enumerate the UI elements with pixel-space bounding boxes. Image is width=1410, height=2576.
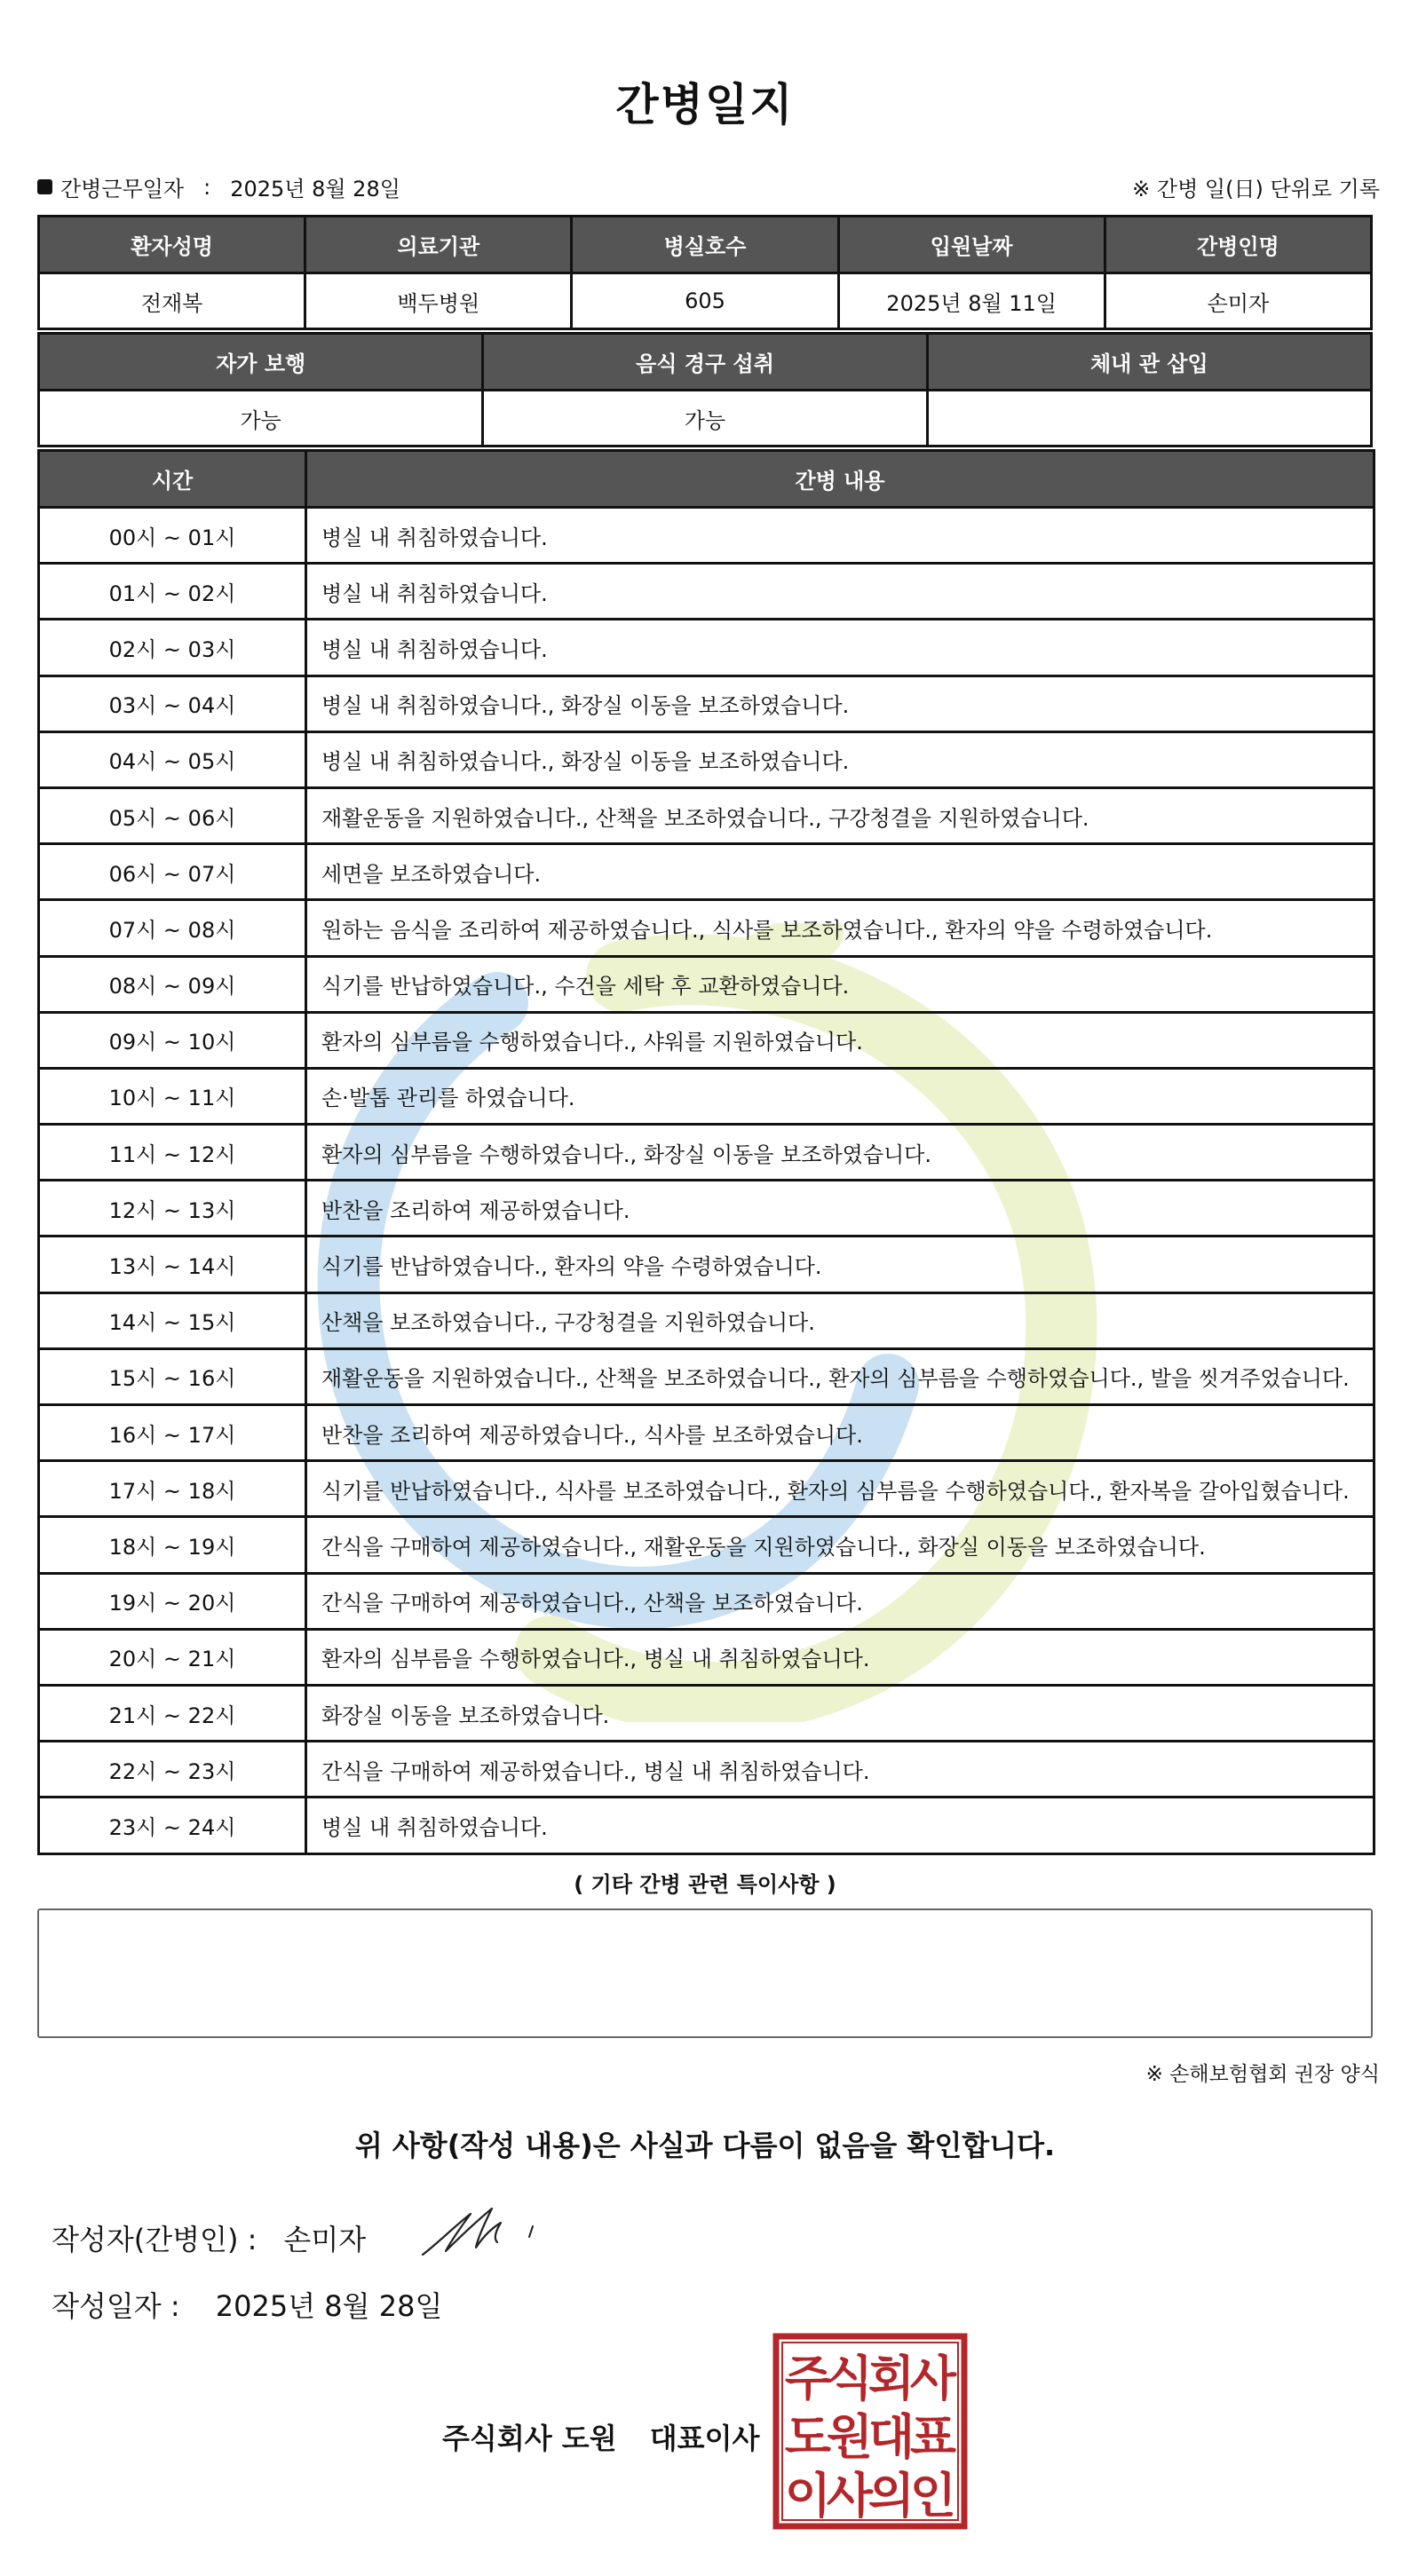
seal-character: 원 [826,2409,874,2465]
author-label: 작성자(간병인) : [51,2223,257,2256]
care-log-time: 15시 ~ 16시 [39,1348,306,1404]
care-log-time: 13시 ~ 14시 [39,1237,306,1292]
header-caregiver-name: 간병인명 [1105,217,1371,273]
care-log-table [37,449,1375,1855]
care-log-time: 18시 ~ 19시 [39,1517,306,1573]
care-log-row [39,676,1374,731]
care-log-row [39,508,1374,564]
care-log-content: 병실 내 취침하였습니다., 화장실 이동을 보조하였습니다. [306,676,1374,731]
care-log-content: 간식을 구매하여 제공하였습니다., 산책을 보조하였습니다. [306,1573,1374,1629]
care-log-row [39,844,1374,900]
care-log-row [39,1742,1374,1798]
care-log-content: 원하는 음식을 조리하여 제공하였습니다., 식사를 보조하였습니다., 환자의 약을 수령하였습니다. [306,900,1374,956]
notes-title: ( 기타 간병 관련 특이사항 ) [574,1872,836,1897]
tube-insertion-value [927,391,1371,446]
seal-character: 인 [909,2468,957,2524]
room-number: 605 [572,273,838,329]
care-log-row [39,1181,1374,1237]
care-log-content: 병실 내 취침하였습니다. [306,508,1374,564]
care-log-row [39,787,1374,843]
care-log-row [39,1461,1374,1517]
self-walking-value: 가능 [39,391,483,446]
company-name: 주식회사 도원 [442,2422,617,2455]
seal-character: 주 [784,2351,832,2406]
care-log-content: 식기를 반납하였습니다., 수건을 세탁 후 교환하였습니다. [306,956,1374,1012]
care-log-content: 병실 내 취침하였습니다. [306,564,1374,620]
work-date [37,171,400,202]
header-time: 시간 [39,451,306,508]
care-log-time: 05시 ~ 06시 [39,787,306,843]
care-log-time: 03시 ~ 04시 [39,676,306,731]
seal-character: 의 [867,2468,915,2524]
seal-character: 표 [909,2409,957,2465]
header-self-walking: 자가 보행 [39,334,483,391]
care-log-content: 병실 내 취침하였습니다. [306,1798,1374,1853]
company-signoff [442,2416,759,2457]
patient-info-table [37,215,1373,330]
page-title: 간병일지 [615,79,795,130]
care-log-content: 식기를 반납하였습니다., 식사를 보조하였습니다., 환자의 심부름을 수행하였습니다., 환자복을 갈아입혔습니다. [306,1461,1374,1517]
care-log-time: 10시 ~ 11시 [39,1068,306,1124]
care-log-row [39,1685,1374,1741]
bullet-square-icon [37,179,52,194]
company-seal-stamp [772,2333,968,2530]
care-log-time: 01시 ~ 02시 [39,564,306,620]
care-log-content: 간식을 구매하여 제공하였습니다., 재활운동을 지원하였습니다., 화장실 이동을 보조하였습니다. [306,1517,1374,1573]
care-log-row [39,1125,1374,1181]
author-line [51,2217,366,2258]
care-log-time: 11시 ~ 12시 [39,1125,306,1181]
care-log-content: 반찬을 조리하여 제공하였습니다. [306,1181,1374,1237]
status-value-row [39,391,1372,446]
care-log-row [39,620,1374,676]
care-log-content: 반찬을 조리하여 제공하였습니다., 식사를 보조하였습니다. [306,1405,1374,1461]
care-log-time: 20시 ~ 21시 [39,1629,306,1685]
written-date-line [51,2284,442,2325]
oral-intake-value: 가능 [483,391,927,446]
patient-status-table [37,332,1373,447]
seal-character: 대 [867,2409,915,2465]
seal-character: 식 [826,2351,874,2406]
seal-character: 사 [826,2468,874,2524]
care-log-time: 04시 ~ 05시 [39,731,306,787]
care-log-content: 산책을 보조하였습니다., 구강청결을 지원하였습니다. [306,1292,1374,1348]
patient-name: 전재복 [39,273,305,329]
care-log-time: 17시 ~ 18시 [39,1461,306,1517]
care-log-content: 재활운동을 지원하였습니다., 산책을 보조하였습니다., 구강청결을 지원하였습니다. [306,787,1374,843]
seal-character: 회 [867,2351,915,2406]
seal-character: 도 [784,2409,832,2465]
care-log-row [39,956,1374,1012]
care-log-body [39,508,1374,1854]
hospital-name: 백두병원 [305,273,572,329]
header-hospital: 의료기관 [305,217,572,273]
handwritten-signature [419,2193,543,2264]
care-log-content: 환자의 심부름을 수행하였습니다., 화장실 이동을 보조하였습니다. [306,1125,1374,1181]
confirmation-statement: 위 사항(작성 내용)은 사실과 다름이 없음을 확인합니다. [354,2129,1056,2162]
admission-date: 2025년 8월 11일 [838,273,1105,329]
care-log-time: 22시 ~ 23시 [39,1742,306,1798]
care-log-row [39,564,1374,620]
care-log-time: 21시 ~ 22시 [39,1685,306,1741]
care-log-content: 손·발톱 관리를 하였습니다. [306,1068,1374,1124]
care-log-time: 12시 ~ 13시 [39,1181,306,1237]
care-log-content: 병실 내 취침하였습니다. [306,620,1374,676]
care-log-row [39,1573,1374,1629]
care-log-time: 19시 ~ 20시 [39,1573,306,1629]
care-log-row [39,1348,1374,1404]
work-date-colon: : [203,174,211,200]
unit-note: ※ 간병 일(日) 단위로 기록 [1132,177,1380,201]
care-log-row [39,1012,1374,1068]
care-log-content: 화장실 이동을 보조하였습니다. [306,1685,1374,1741]
patient-info-header-row [39,217,1372,273]
care-log-row [39,1517,1374,1573]
care-log-content: 환자의 심부름을 수행하였습니다., 병실 내 취침하였습니다. [306,1629,1374,1685]
care-log-time: 14시 ~ 15시 [39,1292,306,1348]
care-log-time: 08시 ~ 09시 [39,956,306,1012]
caregiver-name: 손미자 [1105,273,1371,329]
care-log-row [39,1629,1374,1685]
care-log-row [39,1405,1374,1461]
care-log-time: 06시 ~ 07시 [39,844,306,900]
care-log-time: 02시 ~ 03시 [39,620,306,676]
header-tube-insertion: 체내 관 삽입 [927,334,1371,391]
seal-character: 이 [784,2468,832,2524]
written-date-value: 2025년 8월 28일 [215,2289,443,2323]
care-log-row [39,731,1374,787]
care-log-row [39,1237,1374,1292]
care-log-time: 16시 ~ 17시 [39,1405,306,1461]
written-date-label: 작성일자 : [51,2289,180,2323]
care-log-content: 간식을 구매하여 제공하였습니다., 병실 내 취침하였습니다. [306,1742,1374,1798]
care-log-content: 식기를 반납하였습니다., 환자의 약을 수령하였습니다. [306,1237,1374,1292]
status-header-row [39,334,1372,391]
form-footnote: ※ 손해보험협회 권장 양식 [1145,2063,1380,2086]
header-admission-date: 입원날짜 [838,217,1105,273]
header-room-number: 병실호수 [572,217,838,273]
notes-box[interactable] [37,1908,1373,2038]
work-date-value: 2025년 8월 28일 [230,177,400,201]
care-log-row [39,1798,1374,1853]
header-oral-intake: 음식 경구 섭취 [483,334,927,391]
care-log-row [39,1068,1374,1124]
care-log-row [39,1292,1374,1348]
care-log-time: 00시 ~ 01시 [39,508,306,564]
care-log-time: 07시 ~ 08시 [39,900,306,956]
care-log-content: 세면을 보조하였습니다. [306,844,1374,900]
care-log-content: 환자의 심부름을 수행하였습니다., 샤워를 지원하였습니다. [306,1012,1374,1068]
author-name: 손미자 [283,2223,367,2256]
company-representative-title: 대표이사 [649,2422,760,2455]
care-log-time: 09시 ~ 10시 [39,1012,306,1068]
header-care-content: 간병 내용 [306,451,1374,508]
seal-character: 사 [909,2351,957,2406]
care-log-row [39,900,1374,956]
care-log-content: 재활운동을 지원하였습니다., 산책을 보조하였습니다., 환자의 심부름을 수행하였습니다., 발을 씻겨주었습니다. [306,1348,1374,1404]
care-log-time: 23시 ~ 24시 [39,1798,306,1853]
care-log-content: 병실 내 취침하였습니다., 화장실 이동을 보조하였습니다. [306,731,1374,787]
care-log-header-row [39,451,1374,508]
work-date-label: 간병근무일자 [60,177,185,201]
patient-info-value-row [39,273,1372,329]
header-patient-name: 환자성명 [39,217,305,273]
